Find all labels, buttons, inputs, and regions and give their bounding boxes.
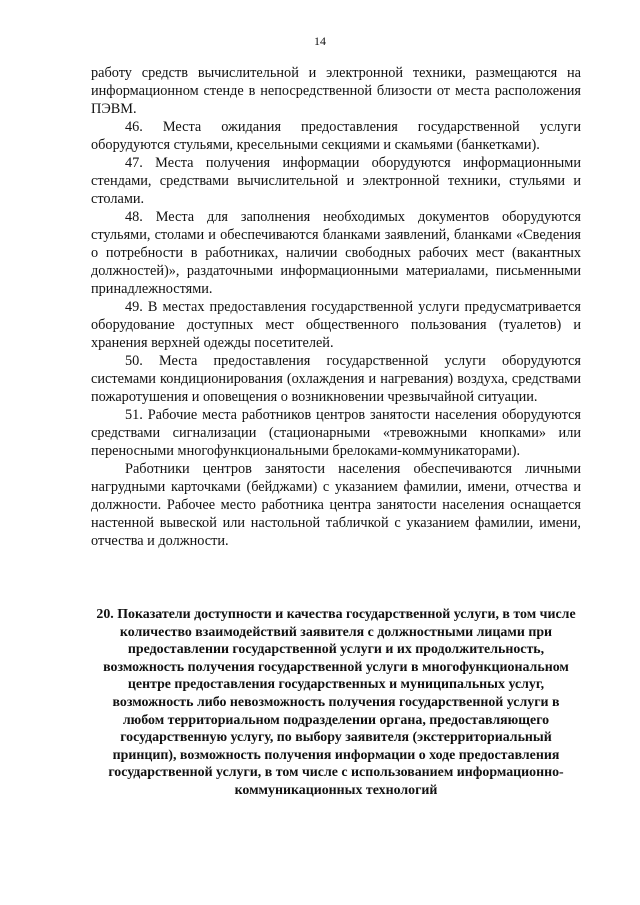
paragraph-51: 51. Рабочие места работников центров занятости населения оборудуются средствами сигнализации (стационарными «тревожными кнопками» или переносными многофункциональными брелоками-коммуникаторами). [91,407,581,459]
paragraph-48: 48. Места для заполнения необходимых документов оборудуются стульями, столами и обеспечиваются бланками заявлений, бланками «Сведения о потребности в работниках, наличии свободных рабочих мест (вакантных должностей)», раздаточными информационными материалами, письменными принадлежностями. [91,209,581,297]
paragraph-47: 47. Места получения информации оборудуются информационными стендами, средствами вычислительной и электронной техники, стульями и столами. [91,155,581,207]
paragraph-continuation: работу средств вычислительной и электронной техники, размещаются на информационном стенде в непосредственной близости от места расположения ПЭВМ. [91,65,581,117]
paragraph-49: 49. В местах предоставления государственной услуги предусматривается оборудование доступных мест общественного пользования (туалетов) и хранения верхней одежды посетителей. [91,299,581,351]
paragraph-staff-badges: Работники центров занятости населения обеспечиваются личными нагрудными карточками (бейджами) с указанием фамилии, имени, отчества и должности. Рабочее место работника центра занятости населения оснащается настенной вывеской или настольной табличкой с указанием фамилии, имени, отчества и должности. [91,461,581,549]
section-heading: 20. Показатели доступности и качества государственной услуги, в том числе количество взаимодействий заявителя с должностными лицами при предоставлении государственной услуги и их продолжительность, возможность получения государственной услуги в многофункциональном центре предоставления государственных и муниципальных услуг, возможность либо невозможность получения государственной услуги в любом территориальном подразделении органа, предоставляющего государственную услугу, по выбору заявителя (экстерриториальный принцип), возможность получения информации о ходе предоставления государственной услуги, в том числе с использованием информационно-коммуникационных технологий [96,607,576,798]
paragraph-46: 46. Места ожидания предоставления государственной услуги оборудуются стульями, кресельными секциями и скамьями (банкетками). [91,119,581,153]
body-text [91,64,581,550]
paragraph-50: 50. Места предоставления государственной услуги оборудуются системами кондиционирования (охлаждения и нагревания) воздуха, средствами пожаротушения и оповещения о возникновении чрезвычайной ситуации. [91,353,581,405]
page-number: 14 [314,34,326,48]
